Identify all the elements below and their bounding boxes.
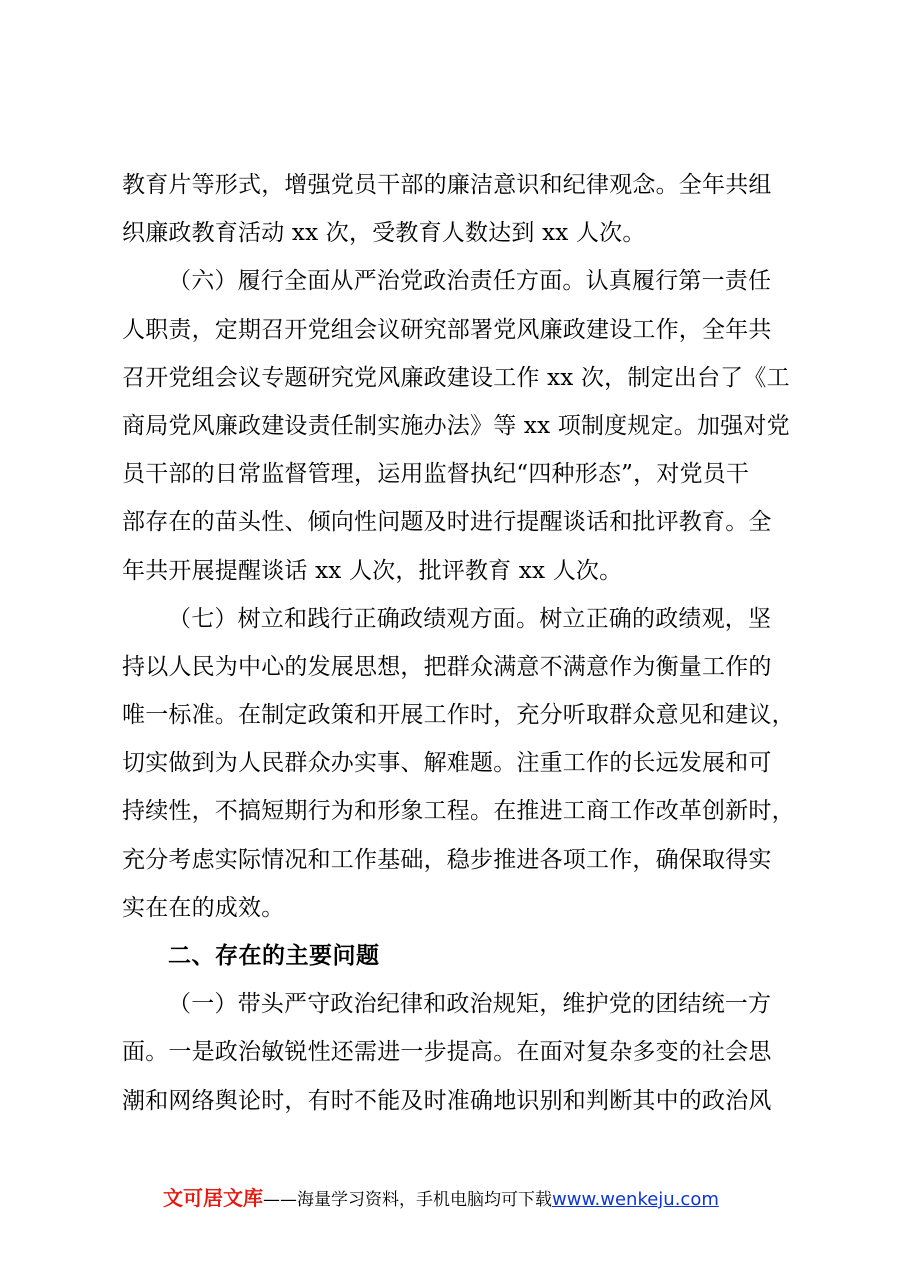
body-line: 面。一是政治敏锐性还需进一步提高。在面对复杂多变的社会思 <box>122 1039 772 1066</box>
body-line: 持续性，不搞短期行为和形象工程。在推进工商工作改革创新时， <box>122 798 795 825</box>
section-6-first-line: （六）履行全面从严治党政治责任方面。认真履行第一责任 <box>168 268 772 295</box>
body-line: 人职责，定期召开党组会议研究部署党风廉政建设工作，全年共 <box>122 316 772 343</box>
footer-banner <box>163 1183 719 1213</box>
body-line: 商局党风廉政建设责任制实施办法》等 xx 项制度规定。加强对党 <box>122 412 790 439</box>
body-line: 实在在的成效。 <box>122 894 285 921</box>
body-line: 部存在的苗头性、倾向性问题及时进行提醒谈话和批评教育。全 <box>122 509 772 536</box>
body-line: 潮和网络舆论时，有时不能及时准确地识别和判断其中的政治风 <box>122 1087 772 1114</box>
subsection-1-first-line: （一）带头严守政治纪律和政治规矩，维护党的团结统一方 <box>168 991 772 1018</box>
body-line: 员干部的日常监督管理，运用监督执纪“四种形态”，对党员干 <box>122 461 750 488</box>
document-body <box>122 161 800 1125</box>
footer-url-link[interactable]: www.wenkeju.com <box>552 1189 719 1210</box>
section-heading: 二、存在的主要问题 <box>168 943 380 969</box>
body-line: 持以人民为中心的发展思想，把群众满意不满意作为衡量工作的 <box>122 653 772 680</box>
body-line: 切实做到为人民群众办实事、解难题。注重工作的长远发展和可 <box>122 750 772 777</box>
body-line: 织廉政教育活动 xx 次，受教育人数达到 xx 人次。 <box>122 220 646 247</box>
body-line: 充分考虑实际情况和工作基础，稳步推进各项工作，确保取得实 <box>122 846 772 873</box>
section-7-first-line: （七）树立和践行正确政绩观方面。树立正确的政绩观，坚 <box>168 605 772 632</box>
body-line: 唯一标准。在制定政策和开展工作时，充分听取群众意见和建议， <box>122 702 795 729</box>
footer-tagline: ——海量学习资料，手机电脑均可下载 <box>263 1190 552 1210</box>
body-line: 召开党组会议专题研究党风廉政建设工作 xx 次，制定出台了《工 <box>122 364 790 391</box>
footer-brand: 文可居文库 <box>163 1186 263 1210</box>
body-line: 教育片等形式，增强党员干部的廉洁意识和纪律观念。全年共组 <box>122 172 772 198</box>
body-line: 年共开展提醒谈话 xx 人次，批评教育 xx 人次。 <box>122 557 623 584</box>
